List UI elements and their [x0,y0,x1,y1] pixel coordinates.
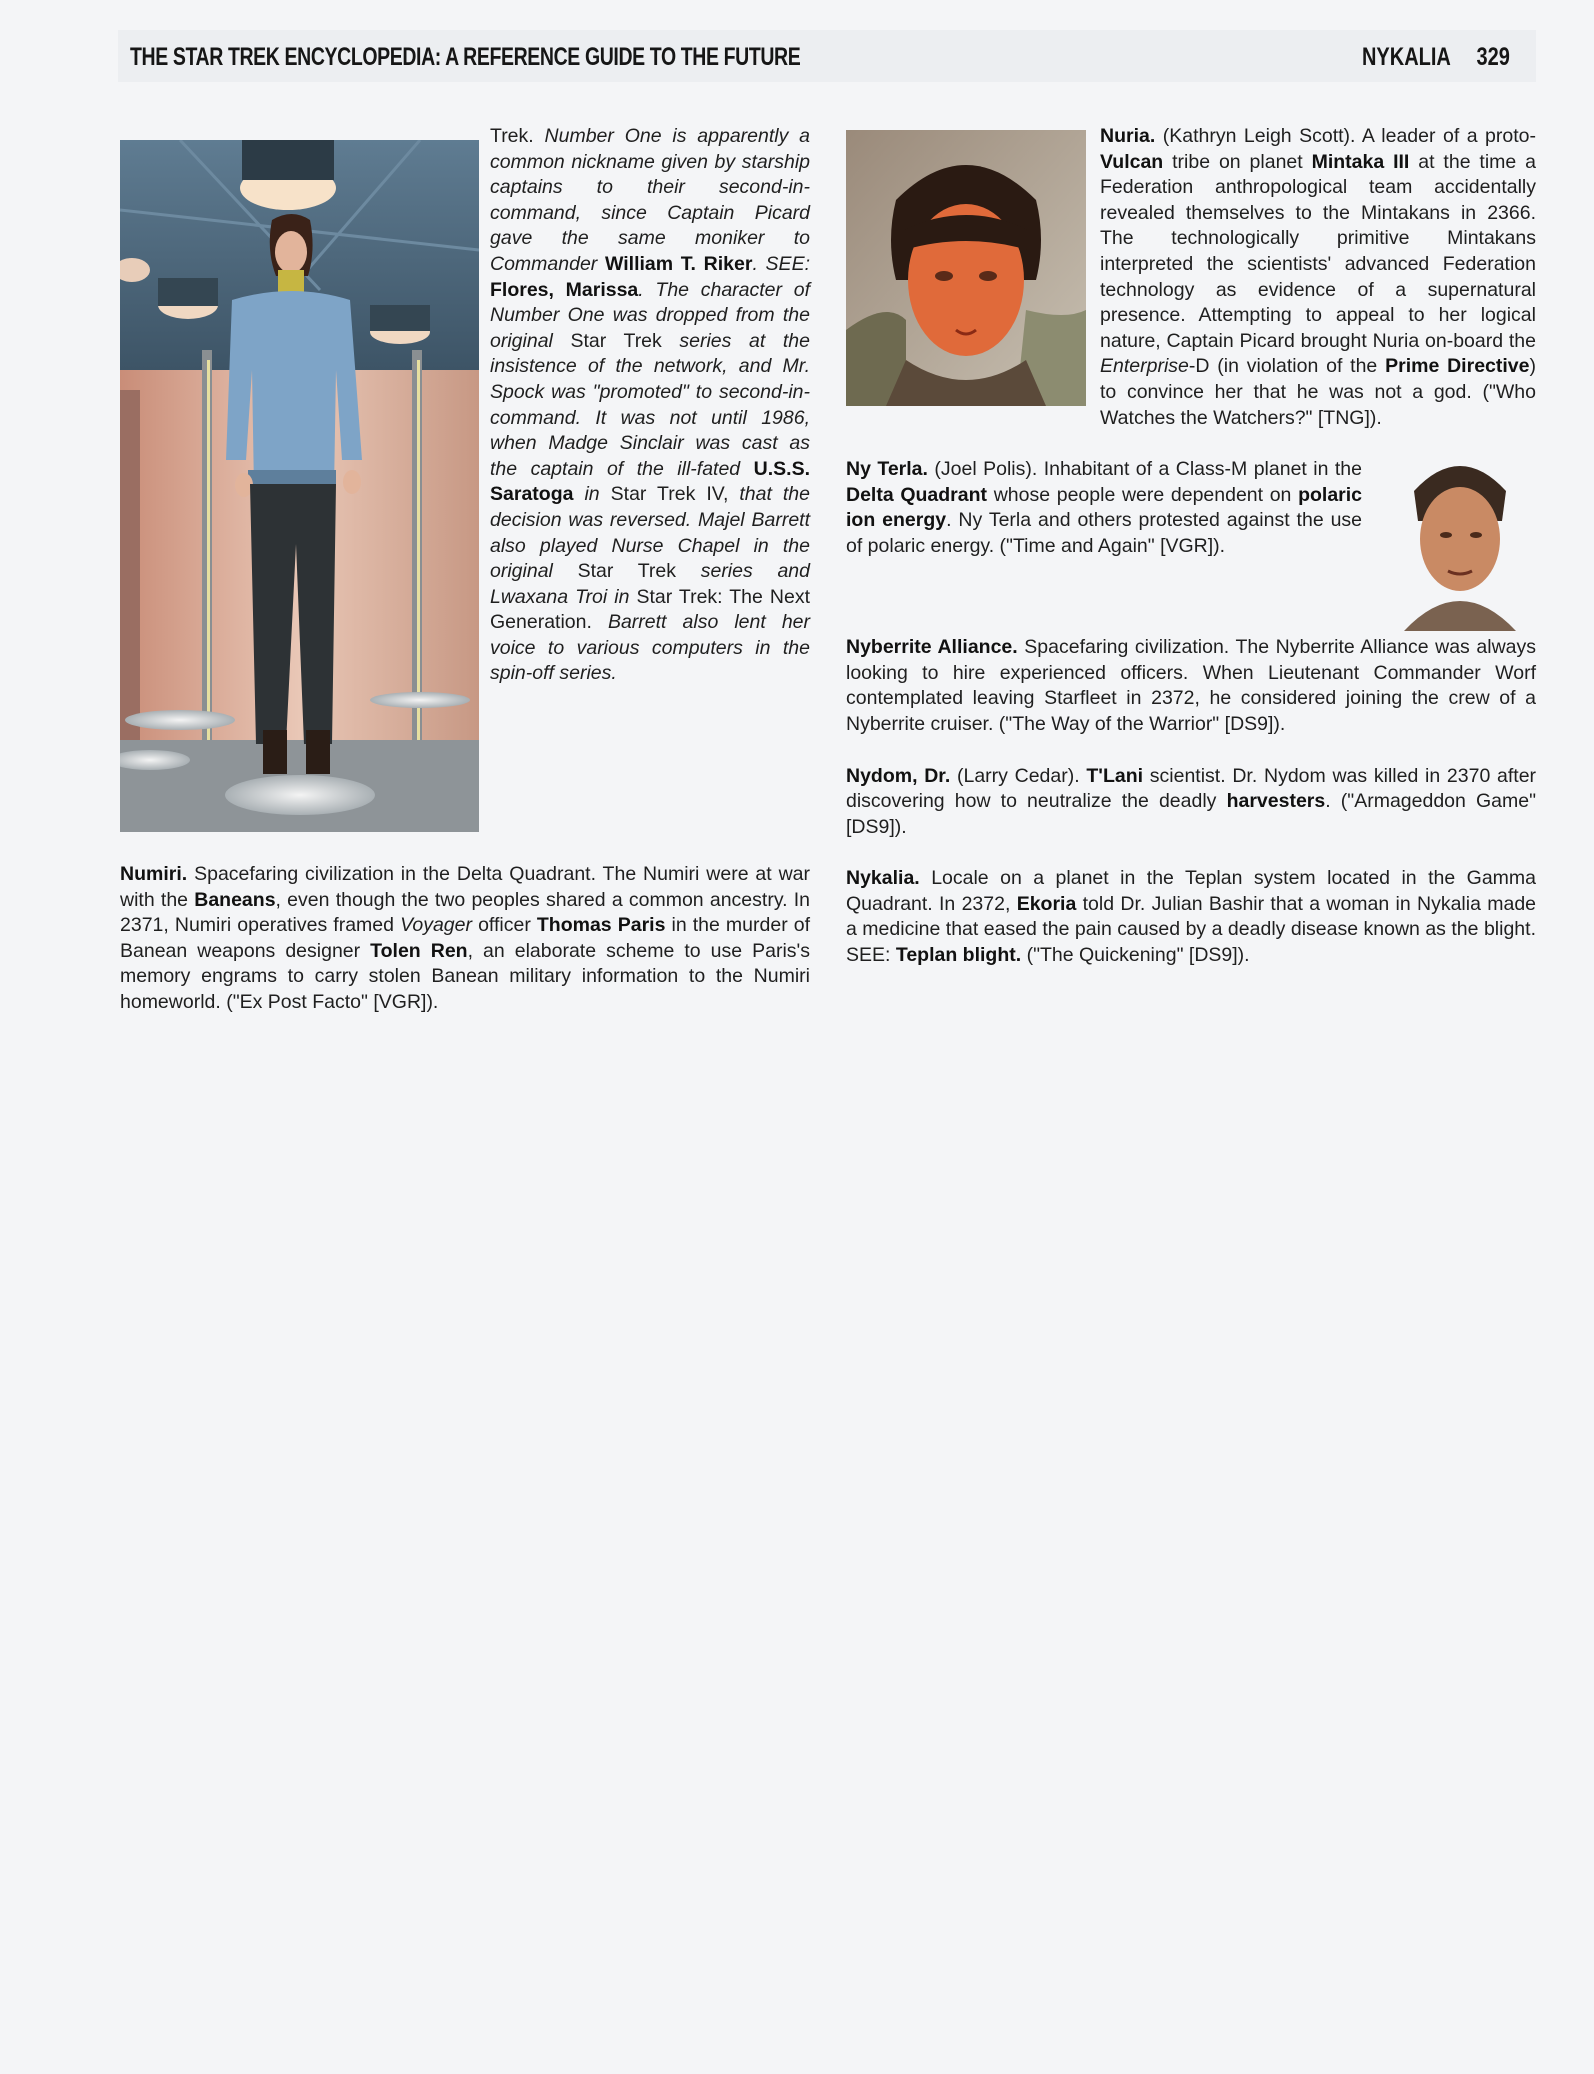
entry-text: tribe on planet [1172,150,1303,173]
entry-numiri [120,862,810,1016]
caption-text: . The character of Number One was dropped from the original [490,278,810,352]
entry-text: , an elaborate scheme to use Paris's memory engrams to carry stolen Banean military information to the Numiri homeworld. ("Ex Post Facto" [VGR]). [120,939,811,1013]
entry-text: . Ny Terla and others protested against the use of polaric energy. ("Time and Again" [VGR]). [846,509,1363,557]
entry-text: (Larry Cedar). [956,764,1080,787]
cross-reference[interactable]: U.S.S. Saratoga [490,457,810,506]
cross-reference[interactable]: Delta Quadrant [846,483,988,506]
page-number: 329 [1476,43,1510,71]
cross-reference[interactable]: T'Lani [1086,764,1144,787]
right-column [846,124,1536,995]
entry-guide-word: NYKALIA [1362,43,1451,71]
caption-text: Star Trek [577,560,676,583]
entry-text: Spacefaring civilization in the Delta Quadrant. The Numiri were at war with the [120,863,811,911]
entry-text: in the murder of Banean weapons designer [120,914,811,962]
photo-caption [490,124,810,687]
cross-reference[interactable]: Flores, Marissa [490,278,639,301]
entry-heading: Nydom, Dr. [846,764,951,787]
caption-text: Star Trek IV, [610,483,729,506]
caption-text: that the decision was reversed. Majel Barrett also played Nurse Chapel in the original [490,483,811,583]
entry-text: at the time a Federation anthropological team accidentally revealed themselves to the Mintakans in 2366. The technologically primitive Mintakans interpreted the scientists' advanced Federation technology as evidence of a supernatural presence. Attempting to appeal to her logical nature, Captain Picard brought Nuria on-board the [1100,150,1537,352]
entry-text: whose people were dependent on [993,483,1292,506]
entry-text: scientist. Dr. Nydom was killed in 2370 after discovering how to neutralize the deadly [846,764,1537,813]
caption-text: Trek. [490,125,534,147]
entry-text: ) to convince her that he was not a god. ("Who Watches the Watchers?" [TNG]). [1100,355,1536,429]
entry-heading: Nuria. [1100,125,1156,147]
entry-text: ("The Quickening" [DS9]). [1026,944,1250,967]
book-title: THE STAR TREK ENCYCLOPEDIA: A REFERENCE GUIDE TO THE FUTURE [130,43,801,71]
entry-text: , even though the two peoples shared a common ancestry. In 2371, Numiri operatives framed [120,888,811,937]
cross-reference[interactable]: Ekoria [1016,892,1077,915]
entry-heading: Nykalia. [846,867,920,890]
entry-heading: Ny Terla. [846,458,928,481]
cross-reference[interactable]: Prime Directive [1385,355,1530,378]
entry-heading: Nyberrite Alliance. [846,636,1018,659]
caption-text: Number One is apparently a common nickname given by starship captains to their second-in-command, since Captain Picard gave the same moniker to Commander [490,125,811,275]
entry-text: Spacefaring civilization. The Nyberrite Alliance was always looking to hire experienced officers. When Lieutenant Commander Worf contemplated leaving Starfleet in 2372, he considered joining the crew of a Nyberrite cruiser. ("The Way of the Warrior" [DS9]). [846,636,1536,735]
caption-text: in [584,483,600,506]
nuria-photo [846,130,1086,406]
running-header [118,30,1536,82]
entry-text: told Dr. Julian Bashir that a woman in Nykalia made a medicine that eased the pain caused by a deadly disease known as the blight. SEE: [846,892,1537,967]
entry-heading: Numiri. [120,863,188,885]
caption-text: Star Trek [570,329,662,352]
entry-text: officer [478,914,531,937]
cross-reference[interactable]: William T. Riker [605,252,753,275]
header-right [1341,43,1510,72]
cross-reference[interactable]: Baneans [194,888,276,911]
cross-reference[interactable]: Thomas Paris [536,914,666,937]
cross-reference[interactable]: Mintaka III [1311,150,1410,173]
caption-text: Barrett also lent her voice to various computers in the spin-off series. [490,611,810,685]
caption-text: series at the insistence of the network, and Mr. Spock was "promoted" to second-in-command. It was not until 1986, when Madge Sinclair was cast as the captain of the ill-fated [490,329,810,480]
entry-text: -D (in violation of the [1188,355,1378,378]
ny-terla-photo [1384,451,1536,631]
cross-reference[interactable]: Vulcan [1100,150,1164,173]
ship-name: Voyager [400,914,472,937]
entry-text: . ("Armageddon Game" [DS9]). [846,790,1537,838]
cross-reference[interactable]: polaric ion energy [846,483,1363,532]
entry-text: (Joel Polis). Inhabitant of a Class-M planet in the [934,458,1362,481]
number-one-photo [120,140,479,832]
caption-text: Star Trek: The Next Generation. [490,585,810,634]
cross-reference[interactable]: harvesters [1226,790,1326,813]
cross-reference[interactable]: Teplan blight. [895,944,1022,967]
ship-name: Enterprise [1100,355,1189,378]
cross-reference[interactable]: Tolen Ren [370,939,468,962]
entry-text: Locale on a planet in the Teplan system located in the Gamma Quadrant. In 2372, [846,867,1536,915]
caption-text: . SEE: [752,252,810,275]
caption-text: series and Lwaxana Troi in [490,560,810,608]
entry-text: (Kathryn Leigh Scott). A leader of a proto- [1162,125,1536,147]
